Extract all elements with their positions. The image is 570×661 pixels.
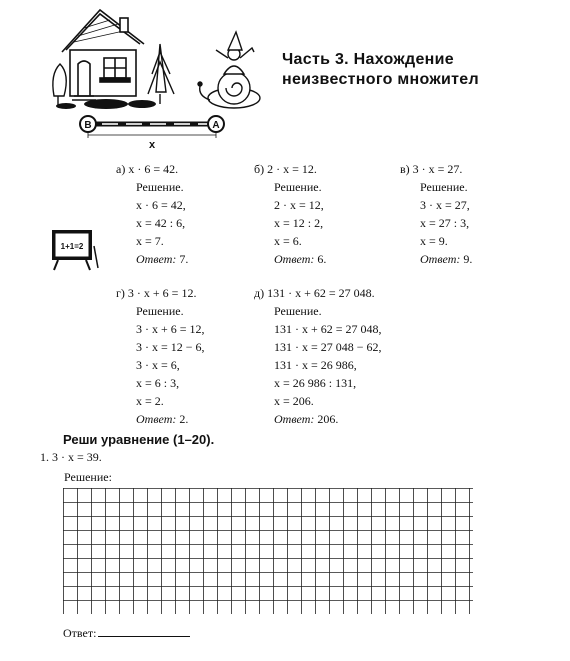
answer-value: 7. bbox=[179, 252, 189, 266]
solution-step: 131 · x = 26 986, bbox=[274, 358, 357, 372]
segment-diagram bbox=[80, 116, 224, 151]
task-solution-label: Решение: bbox=[64, 470, 112, 484]
chalkboard-icon bbox=[50, 228, 100, 272]
solution-label: Решение. bbox=[274, 304, 322, 318]
answer-value: 6. bbox=[317, 252, 327, 266]
example-d bbox=[254, 284, 382, 428]
solution-step: x · 6 = 42, bbox=[136, 198, 186, 212]
solution-step: 3 · x + 6 = 12, bbox=[136, 322, 205, 336]
answer-label: Ответ: bbox=[136, 252, 177, 266]
point-b-label: B bbox=[84, 120, 92, 131]
bushes-icon bbox=[56, 99, 156, 109]
solution-label: Решение. bbox=[136, 180, 184, 194]
solution-step: x = 12 : 2, bbox=[274, 216, 324, 230]
solution-step: 131 · x + 62 = 27 048, bbox=[274, 322, 382, 336]
solution-label: Решение. bbox=[274, 180, 322, 194]
answer-value: 9. bbox=[463, 252, 473, 266]
example-header: а) x · 6 = 42. bbox=[116, 162, 179, 176]
solution-step: x = 2. bbox=[136, 394, 164, 408]
title-line-2: неизвестного множител bbox=[282, 71, 479, 88]
answer-blank-line[interactable] bbox=[98, 624, 190, 637]
example-header: б) 2 · x = 12. bbox=[254, 162, 317, 176]
solution-step: x = 206. bbox=[274, 394, 314, 408]
solution-step: 3 · x = 12 − 6, bbox=[136, 340, 205, 354]
example-b bbox=[254, 160, 326, 268]
solution-step: 131 · x = 27 048 − 62, bbox=[274, 340, 382, 354]
answer-value: 206. bbox=[317, 412, 339, 426]
house-icon bbox=[62, 10, 144, 100]
answer-label: Ответ: bbox=[136, 412, 177, 426]
page-title bbox=[282, 50, 479, 90]
point-a-label: A bbox=[212, 120, 220, 131]
solution-step: x = 6 : 3, bbox=[136, 376, 180, 390]
solution-step: 3 · x = 6, bbox=[136, 358, 180, 372]
solution-step: 3 · x = 27, bbox=[420, 198, 470, 212]
example-header: г) 3 · x + 6 = 12. bbox=[116, 286, 197, 300]
task-equation: 1. 3 · x = 39. bbox=[40, 450, 102, 464]
solution-step: 2 · x = 12, bbox=[274, 198, 324, 212]
solution-step: x = 42 : 6, bbox=[136, 216, 186, 230]
chalkboard-text: 1+1=2 bbox=[60, 242, 84, 251]
answer-label: Ответ: bbox=[274, 252, 315, 266]
solution-step: x = 27 : 3, bbox=[420, 216, 470, 230]
task-heading: Реши уравнение (1–20). bbox=[63, 432, 215, 447]
example-header: в) 3 · x = 27. bbox=[400, 162, 463, 176]
solution-step: x = 6. bbox=[274, 234, 302, 248]
house-illustration bbox=[48, 4, 270, 154]
title-line-1: Часть 3. Нахождение bbox=[282, 51, 454, 68]
solution-step: x = 9. bbox=[420, 234, 448, 248]
answer-label: Ответ: bbox=[63, 626, 97, 640]
example-a bbox=[116, 160, 188, 268]
answer-grid[interactable] bbox=[63, 488, 473, 614]
example-header: д) 131 · x + 62 = 27 048. bbox=[254, 286, 375, 300]
answer-field[interactable] bbox=[63, 624, 190, 641]
answer-value: 2. bbox=[179, 412, 189, 426]
solution-step: x = 7. bbox=[136, 234, 164, 248]
solution-step: x = 26 986 : 131, bbox=[274, 376, 357, 390]
answer-label: Ответ: bbox=[420, 252, 461, 266]
example-g bbox=[116, 284, 205, 428]
solution-label: Решение. bbox=[136, 304, 184, 318]
gnome-on-snail-icon bbox=[198, 32, 260, 108]
answer-label: Ответ: bbox=[274, 412, 315, 426]
solution-label: Решение. bbox=[420, 180, 468, 194]
segment-x-label: x bbox=[148, 139, 156, 151]
example-v bbox=[400, 160, 472, 268]
